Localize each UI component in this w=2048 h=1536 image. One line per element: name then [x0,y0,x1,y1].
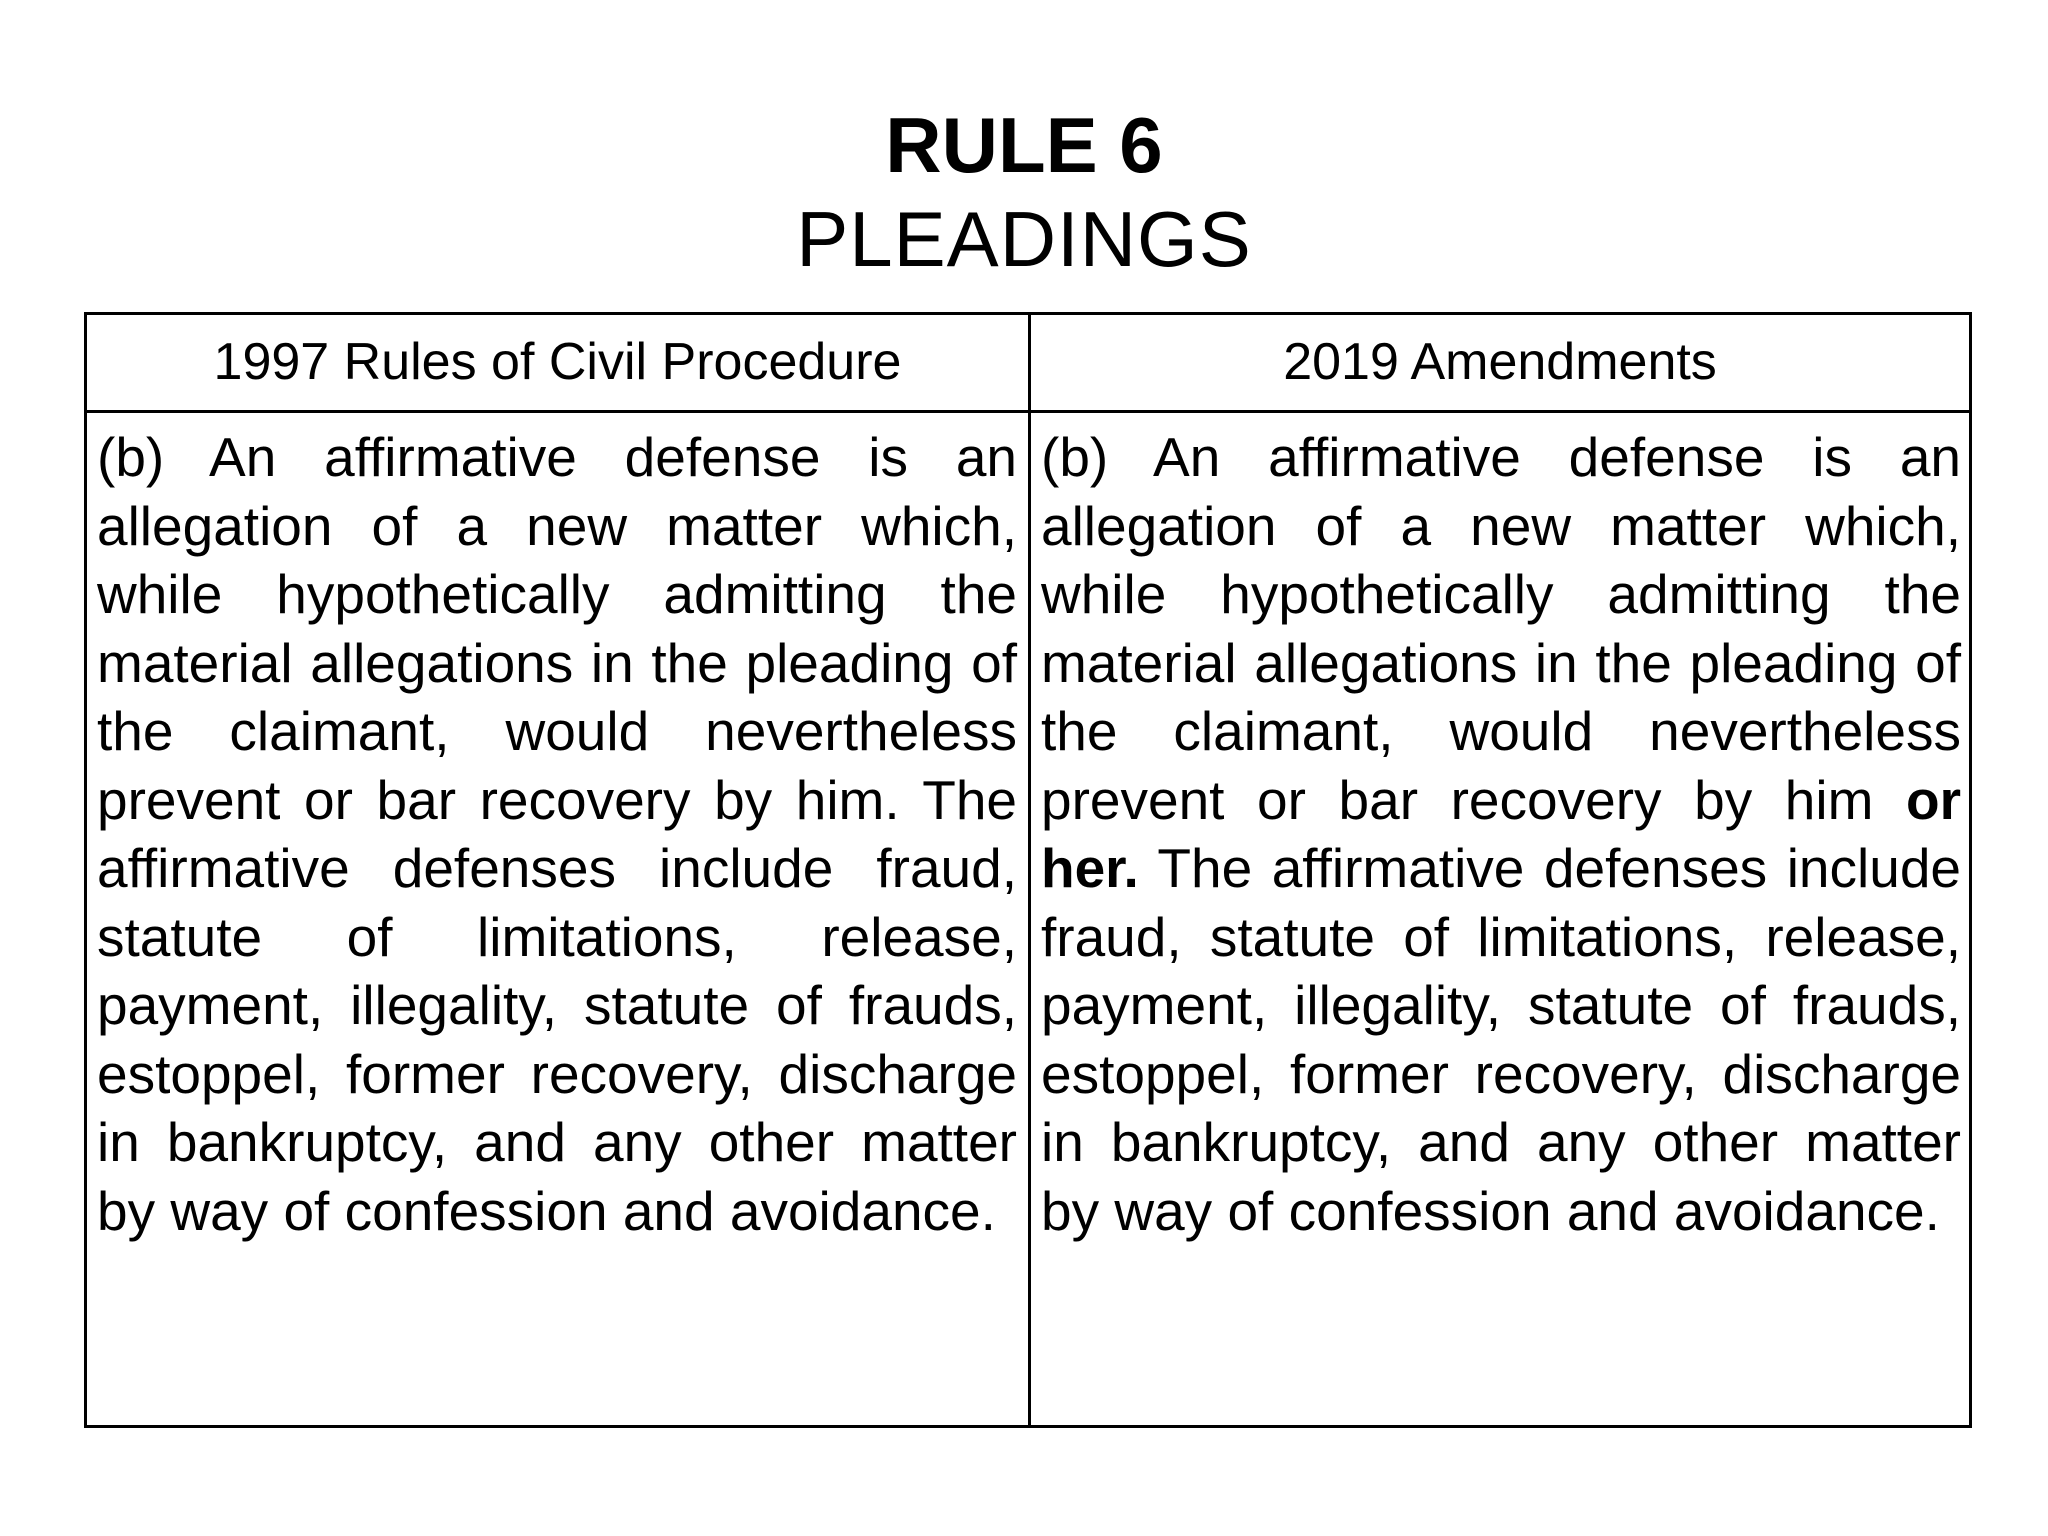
text-2019-part1: (b) An affirmative defense is an allegation of a new matter which, while hypothetically admitting the material allegations in the pleading of the claimant, would nevertheless prevent or bar recovery by him [1041,426,1961,831]
text-2019-part2: The affirmative defenses include fraud, statute of limitations, release, payment, illegality, statute of frauds, estoppel, former recovery, discharge in bankruptcy, and any other matter by way of confession and avoidance. [1041,837,1961,1242]
column-divider [1028,315,1031,1425]
text-2019-rule [1041,423,1961,1245]
comparison-table [84,312,1972,1428]
cell-1997-text [97,413,1017,1245]
cell-2019-text [1041,413,1961,1245]
page-title: RULE 6 [885,101,1163,189]
column-header-1997: 1997 Rules of Civil Procedure [213,333,902,391]
page-subtitle: PLEADINGS [796,195,1252,283]
column-header-2019: 2019 Amendments [1283,333,1717,391]
text-1997-rule: (b) An affirmative defense is an allegation of a new matter which, while hypothetically admitting the material allegations in the pleading of the claimant, would nevertheless prevent or bar recovery by him. The affirmative defenses include fraud, statute of limitations, release, payment, illegality, statute of frauds, estoppel, former recovery, discharge in bankruptcy, and any other matter by way of confession and avoidance. [97,426,1017,1242]
text-2019-amendment-highlight: or her. [1041,768,1961,899]
